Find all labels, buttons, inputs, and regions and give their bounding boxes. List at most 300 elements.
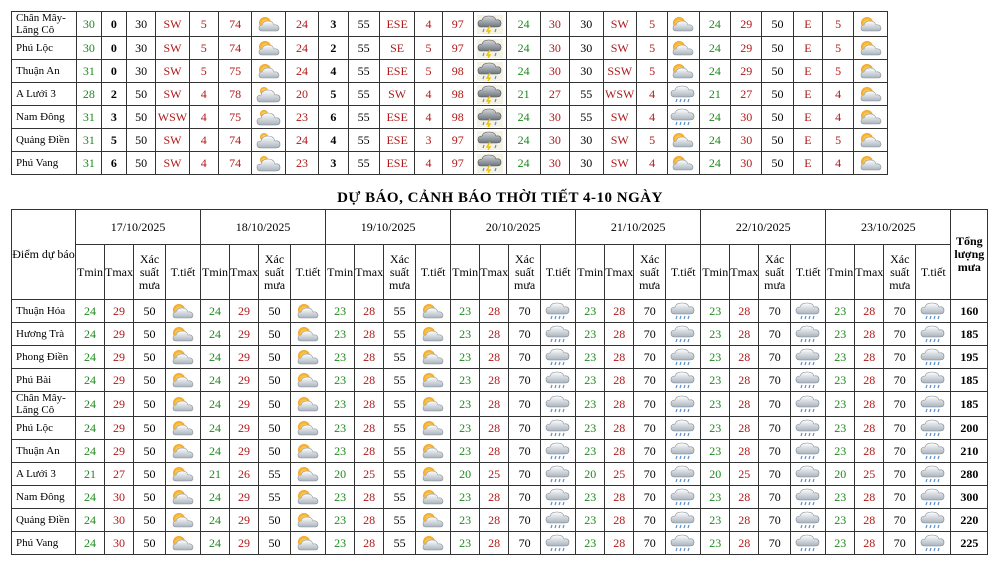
station-header: Điểm dự báo <box>12 210 76 300</box>
tmin-cell: 24 <box>201 440 230 463</box>
rain-weather-icon <box>666 440 701 463</box>
tmax-cell: 28 <box>855 440 884 463</box>
table-row <box>12 129 888 152</box>
tmax-cell: 28 <box>605 532 634 555</box>
tmin-cell: 30 <box>76 37 101 60</box>
rain-prob-cell: 50 <box>259 346 291 369</box>
cloud-cell: 50 <box>762 129 793 152</box>
rain-prob-cell: 6 <box>101 152 126 175</box>
wind-dir-cell: ESE <box>379 60 415 83</box>
sun-weather-icon <box>416 417 451 440</box>
wind-dir-cell: ESE <box>379 106 415 129</box>
rain-prob-cell: 0 <box>101 60 126 83</box>
humidity-cell: 97 <box>442 129 473 152</box>
rain-prob-cell: 55 <box>384 486 416 509</box>
rain-weather-icon <box>541 463 576 486</box>
table-row <box>12 509 988 532</box>
tmin-cell: 23 <box>826 486 855 509</box>
rain-weather-icon <box>791 392 826 417</box>
tmax-cell: 28 <box>355 417 384 440</box>
cloud-cell: 55 <box>348 12 379 37</box>
cloud-cell: 30 <box>570 129 603 152</box>
wind-speed-cell: 5 <box>823 37 854 60</box>
storm-weather-icon <box>473 83 506 106</box>
rain-weather-icon <box>791 509 826 532</box>
tmin-cell: 21 <box>699 83 730 106</box>
tmin-cell: 24 <box>285 60 318 83</box>
rain-prob-cell: 55 <box>384 440 416 463</box>
tmin-cell: 24 <box>201 417 230 440</box>
tmin-cell: 24 <box>201 509 230 532</box>
tmax-cell: 29 <box>105 346 134 369</box>
table-row <box>12 323 988 346</box>
tmin-cell: 23 <box>451 486 480 509</box>
tmax-header: Tmax <box>105 245 134 300</box>
tmax-cell: 30 <box>540 37 569 60</box>
rain-prob-cell: 50 <box>259 417 291 440</box>
sun-weather-icon <box>668 37 699 60</box>
storm-weather-icon <box>473 152 506 175</box>
rain-prob-cell: 3 <box>101 106 126 129</box>
tmin-cell: 24 <box>699 37 730 60</box>
extended-forecast-table <box>11 209 988 555</box>
rain-prob-cell: 70 <box>634 392 666 417</box>
tmax-cell: 28 <box>730 346 759 369</box>
rain-weather-icon <box>666 486 701 509</box>
tmax-cell: 28 <box>480 486 509 509</box>
rain-prob-cell: 50 <box>134 532 166 555</box>
humidity-cell: 75 <box>218 60 251 83</box>
tmax-cell: 27 <box>105 463 134 486</box>
current-forecast-table <box>11 11 888 175</box>
tmax-cell: 28 <box>605 323 634 346</box>
rain-prob-cell: 55 <box>384 392 416 417</box>
humidity-cell: 75 <box>218 106 251 129</box>
table-row <box>12 83 888 106</box>
tmax-cell: 27 <box>731 83 762 106</box>
cloud-weather-icon <box>252 152 285 175</box>
tmax-cell: 28 <box>730 369 759 392</box>
station-name: Nam Đông <box>12 106 77 129</box>
tmin-cell: 24 <box>201 392 230 417</box>
rain-prob-cell: 70 <box>884 532 916 555</box>
wind-dir-cell: SW <box>156 129 189 152</box>
wind-speed-cell: 4 <box>189 106 218 129</box>
tmin-cell: 23 <box>576 323 605 346</box>
tmax-cell: 28 <box>480 440 509 463</box>
rain-weather-icon <box>541 417 576 440</box>
tmax-cell: 30 <box>105 509 134 532</box>
tmax-cell: 30 <box>540 129 569 152</box>
wind-dir-cell: SW <box>156 12 189 37</box>
cloud-cell: 30 <box>570 12 603 37</box>
table-row <box>12 152 888 175</box>
wind-dir-cell: SW <box>603 152 636 175</box>
sun-weather-icon <box>416 392 451 417</box>
cloud-cell: 50 <box>126 129 155 152</box>
cloud-cell: 50 <box>762 152 793 175</box>
total-rain-cell: 225 <box>951 532 988 555</box>
station-name: Thuận An <box>12 440 76 463</box>
sun-weather-icon <box>854 152 888 175</box>
tmin-cell: 23 <box>576 509 605 532</box>
storm-weather-icon <box>473 106 506 129</box>
tmin-cell: 23 <box>326 532 355 555</box>
tmax-cell: 29 <box>230 346 259 369</box>
tmin-header: Tmin <box>76 245 105 300</box>
table-row <box>12 346 988 369</box>
rain-prob-cell: 55 <box>384 532 416 555</box>
tmax-cell: 30 <box>540 12 569 37</box>
rain-weather-icon <box>791 417 826 440</box>
cloud-cell: 30 <box>570 37 603 60</box>
wind-dir-cell: ESE <box>379 129 415 152</box>
tmin-cell: 23 <box>326 346 355 369</box>
tmax-cell: 29 <box>105 323 134 346</box>
humidity-cell: 74 <box>218 152 251 175</box>
tmax-cell: 28 <box>355 486 384 509</box>
humidity-cell: 98 <box>442 60 473 83</box>
rain-prob-cell: 70 <box>759 417 791 440</box>
tmax-cell: 28 <box>355 323 384 346</box>
wind-dir-cell: ESE <box>379 152 415 175</box>
cloud-cell: 55 <box>348 83 379 106</box>
rain-weather-icon <box>916 417 951 440</box>
rain-weather-icon <box>668 83 699 106</box>
sun-weather-icon <box>166 369 201 392</box>
tmin-cell: 24 <box>507 152 540 175</box>
tmax-cell: 28 <box>355 532 384 555</box>
tmin-cell: 23 <box>451 509 480 532</box>
tmin-cell: 23 <box>826 440 855 463</box>
weather-header: T.tiết <box>166 245 201 300</box>
tmax-cell: 28 <box>730 509 759 532</box>
sun-weather-icon <box>416 532 451 555</box>
tmax-cell: 28 <box>855 417 884 440</box>
rain-prob-cell: 55 <box>259 463 291 486</box>
rain-prob-cell: 70 <box>884 440 916 463</box>
rain-prob-cell: 70 <box>634 417 666 440</box>
rain-weather-icon <box>541 346 576 369</box>
tmin-cell: 24 <box>201 532 230 555</box>
station-name: Hương Trà <box>12 323 76 346</box>
tmin-cell: 24 <box>201 346 230 369</box>
rain-weather-icon <box>916 486 951 509</box>
rain-weather-icon <box>791 300 826 323</box>
sun-weather-icon <box>854 83 888 106</box>
sun-weather-icon <box>252 60 285 83</box>
rain-prob-cell: 70 <box>634 440 666 463</box>
rain-weather-icon <box>666 417 701 440</box>
rain-prob-cell: 70 <box>759 392 791 417</box>
rain-prob-cell: 70 <box>509 532 541 555</box>
wind-speed-cell: 5 <box>415 37 442 60</box>
tmin-cell: 23 <box>826 532 855 555</box>
wind-dir-cell: WSW <box>156 106 189 129</box>
date-header: 22/10/2025 <box>701 210 826 245</box>
rain-prob-cell: 70 <box>759 486 791 509</box>
station-name: Phú Lộc <box>12 37 77 60</box>
wind-speed-cell: 5 <box>189 37 218 60</box>
rain-prob-cell: 50 <box>259 392 291 417</box>
tmin-header: Tmin <box>326 245 355 300</box>
tmax-cell: 28 <box>480 417 509 440</box>
tmin-cell: 23 <box>826 417 855 440</box>
tmax-cell: 25 <box>730 463 759 486</box>
rain-prob-cell: 2 <box>319 37 348 60</box>
wind-speed-cell: 4 <box>415 83 442 106</box>
tmin-cell: 23 <box>826 392 855 417</box>
cloud-cell: 50 <box>762 106 793 129</box>
tmax-cell: 28 <box>605 346 634 369</box>
sun-weather-icon <box>416 300 451 323</box>
wind-dir-cell: SSW <box>603 60 636 83</box>
tmin-cell: 24 <box>699 106 730 129</box>
rain-weather-icon <box>666 300 701 323</box>
tmin-cell: 24 <box>76 509 105 532</box>
rain-prob-cell: 50 <box>134 509 166 532</box>
wind-speed-cell: 4 <box>189 129 218 152</box>
tmin-cell: 23 <box>701 323 730 346</box>
tmin-cell: 23 <box>326 300 355 323</box>
tmax-cell: 28 <box>730 486 759 509</box>
rain-prob-cell: 70 <box>509 463 541 486</box>
tmax-cell: 28 <box>480 369 509 392</box>
tmin-cell: 20 <box>285 83 318 106</box>
tmin-cell: 23 <box>451 346 480 369</box>
tmax-cell: 28 <box>605 300 634 323</box>
humidity-cell: 97 <box>442 152 473 175</box>
tmin-cell: 20 <box>326 463 355 486</box>
sun-weather-icon <box>166 417 201 440</box>
total-rain-cell: 280 <box>951 463 988 486</box>
table-row <box>12 369 988 392</box>
rain-prob-cell: 55 <box>384 463 416 486</box>
total-rain-cell: 160 <box>951 300 988 323</box>
tmin-cell: 20 <box>826 463 855 486</box>
tmin-cell: 24 <box>76 417 105 440</box>
tmin-cell: 23 <box>326 392 355 417</box>
rain-weather-icon <box>791 463 826 486</box>
storm-weather-icon <box>473 12 506 37</box>
sun-weather-icon <box>291 486 326 509</box>
tmax-cell: 29 <box>230 300 259 323</box>
tmax-cell: 28 <box>855 346 884 369</box>
tmax-cell: 29 <box>230 417 259 440</box>
tmin-cell: 23 <box>701 392 730 417</box>
sun-weather-icon <box>854 106 888 129</box>
tmin-cell: 24 <box>507 106 540 129</box>
sun-weather-icon <box>291 300 326 323</box>
table-row <box>12 300 988 323</box>
rain-prob-header: Xác suất mưa <box>634 245 666 300</box>
tmax-cell: 28 <box>855 486 884 509</box>
tmax-cell: 30 <box>540 106 569 129</box>
wind-speed-cell: 4 <box>823 83 854 106</box>
station-name: Phong Điền <box>12 346 76 369</box>
station-name: Phú Bài <box>12 369 76 392</box>
date-header: 23/10/2025 <box>826 210 951 245</box>
tmax-cell: 30 <box>105 486 134 509</box>
tmin-cell: 23 <box>826 323 855 346</box>
rain-prob-cell: 50 <box>259 532 291 555</box>
total-rain-cell: 195 <box>951 346 988 369</box>
rain-prob-cell: 70 <box>884 323 916 346</box>
tmin-cell: 23 <box>451 323 480 346</box>
wind-speed-cell: 4 <box>189 152 218 175</box>
tmax-cell: 30 <box>731 129 762 152</box>
table-row <box>12 486 988 509</box>
sun-weather-icon <box>166 300 201 323</box>
wind-speed-cell: 4 <box>189 83 218 106</box>
tmin-cell: 23 <box>701 417 730 440</box>
tmin-cell: 24 <box>699 60 730 83</box>
wind-dir-cell: ESE <box>379 12 415 37</box>
station-name: Thuận An <box>12 60 77 83</box>
rain-prob-cell: 50 <box>134 417 166 440</box>
wind-dir-cell: SW <box>603 106 636 129</box>
tmax-header: Tmax <box>730 245 759 300</box>
tmin-cell: 31 <box>76 60 101 83</box>
tmax-header: Tmax <box>605 245 634 300</box>
rain-weather-icon <box>916 509 951 532</box>
tmax-cell: 28 <box>855 369 884 392</box>
tmax-cell: 28 <box>855 323 884 346</box>
wind-dir-cell: SW <box>379 83 415 106</box>
rain-weather-icon <box>916 346 951 369</box>
rain-prob-header: Xác suất mưa <box>134 245 166 300</box>
rain-prob-cell: 50 <box>134 323 166 346</box>
tmin-cell: 23 <box>451 300 480 323</box>
tmin-cell: 23 <box>451 392 480 417</box>
total-rain-cell: 185 <box>951 392 988 417</box>
tmin-cell: 24 <box>201 369 230 392</box>
weather-header: T.tiết <box>791 245 826 300</box>
rain-prob-cell: 70 <box>884 392 916 417</box>
tmin-cell: 24 <box>201 486 230 509</box>
tmax-cell: 25 <box>480 463 509 486</box>
tmin-cell: 23 <box>326 440 355 463</box>
wind-speed-cell: 5 <box>823 60 854 83</box>
tmin-cell: 23 <box>826 509 855 532</box>
cloud-cell: 50 <box>762 83 793 106</box>
rain-prob-cell: 55 <box>259 486 291 509</box>
table-row <box>12 392 988 417</box>
tmax-cell: 25 <box>355 463 384 486</box>
tmin-cell: 23 <box>576 346 605 369</box>
tmin-cell: 23 <box>285 106 318 129</box>
wind-dir-cell: E <box>793 12 822 37</box>
tmin-cell: 30 <box>76 12 101 37</box>
tmin-cell: 24 <box>285 37 318 60</box>
sun-weather-icon <box>291 323 326 346</box>
tmin-cell: 24 <box>76 346 105 369</box>
sun-weather-icon <box>668 60 699 83</box>
tmax-cell: 28 <box>730 440 759 463</box>
rain-prob-cell: 70 <box>509 369 541 392</box>
station-name: Chân Mây-Lăng Cô <box>12 392 76 417</box>
tmin-cell: 24 <box>507 12 540 37</box>
tmax-cell: 29 <box>105 440 134 463</box>
rain-prob-cell: 70 <box>634 369 666 392</box>
rain-weather-icon <box>666 369 701 392</box>
sun-weather-icon <box>854 129 888 152</box>
rain-prob-cell: 50 <box>134 346 166 369</box>
tmax-cell: 28 <box>355 346 384 369</box>
rain-prob-cell: 70 <box>509 417 541 440</box>
cloud-cell: 30 <box>126 12 155 37</box>
tmax-header: Tmax <box>855 245 884 300</box>
station-name: Thuận Hóa <box>12 300 76 323</box>
rain-prob-cell: 70 <box>884 417 916 440</box>
tmax-cell: 30 <box>731 106 762 129</box>
cloud-cell: 30 <box>570 152 603 175</box>
sun-weather-icon <box>416 486 451 509</box>
tmin-cell: 23 <box>701 440 730 463</box>
tmin-cell: 24 <box>699 152 730 175</box>
tmin-cell: 23 <box>576 417 605 440</box>
rain-weather-icon <box>791 323 826 346</box>
sun-weather-icon <box>166 346 201 369</box>
wind-dir-cell: E <box>793 106 822 129</box>
sun-weather-icon <box>166 486 201 509</box>
rain-prob-cell: 6 <box>319 106 348 129</box>
wind-dir-cell: SE <box>379 37 415 60</box>
tmin-cell: 23 <box>576 486 605 509</box>
tmax-cell: 28 <box>480 392 509 417</box>
rain-prob-cell: 0 <box>101 12 126 37</box>
sun-weather-icon <box>166 392 201 417</box>
rain-weather-icon <box>666 346 701 369</box>
weather-header: T.tiết <box>666 245 701 300</box>
cloud-cell: 50 <box>126 106 155 129</box>
tmax-cell: 28 <box>355 509 384 532</box>
rain-prob-cell: 50 <box>259 369 291 392</box>
tmin-cell: 24 <box>76 440 105 463</box>
tmin-cell: 24 <box>76 300 105 323</box>
rain-weather-icon <box>541 440 576 463</box>
tmax-cell: 29 <box>731 60 762 83</box>
station-name: Phú Lộc <box>12 417 76 440</box>
tmax-cell: 28 <box>855 509 884 532</box>
rain-prob-cell: 70 <box>509 509 541 532</box>
wind-speed-cell: 4 <box>636 152 667 175</box>
storm-weather-icon <box>473 37 506 60</box>
rain-prob-cell: 50 <box>134 369 166 392</box>
tmin-cell: 24 <box>507 60 540 83</box>
station-name: A Lưới 3 <box>12 463 76 486</box>
rain-weather-icon <box>916 463 951 486</box>
rain-prob-cell: 70 <box>634 509 666 532</box>
tmax-cell: 29 <box>230 440 259 463</box>
rain-prob-cell: 70 <box>759 440 791 463</box>
rain-weather-icon <box>791 486 826 509</box>
tmin-header: Tmin <box>201 245 230 300</box>
rain-prob-cell: 70 <box>634 486 666 509</box>
sun-weather-icon <box>668 152 699 175</box>
total-rain-header: Tổng lượng mưa <box>951 210 988 300</box>
sun-weather-icon <box>291 509 326 532</box>
tmin-cell: 24 <box>699 12 730 37</box>
humidity-cell: 78 <box>218 83 251 106</box>
wind-speed-cell: 4 <box>823 152 854 175</box>
rain-prob-cell: 55 <box>384 509 416 532</box>
cloud-weather-icon <box>252 106 285 129</box>
tmin-cell: 23 <box>326 417 355 440</box>
rain-prob-cell: 50 <box>259 323 291 346</box>
tmin-cell: 23 <box>701 486 730 509</box>
tmax-cell: 28 <box>605 369 634 392</box>
